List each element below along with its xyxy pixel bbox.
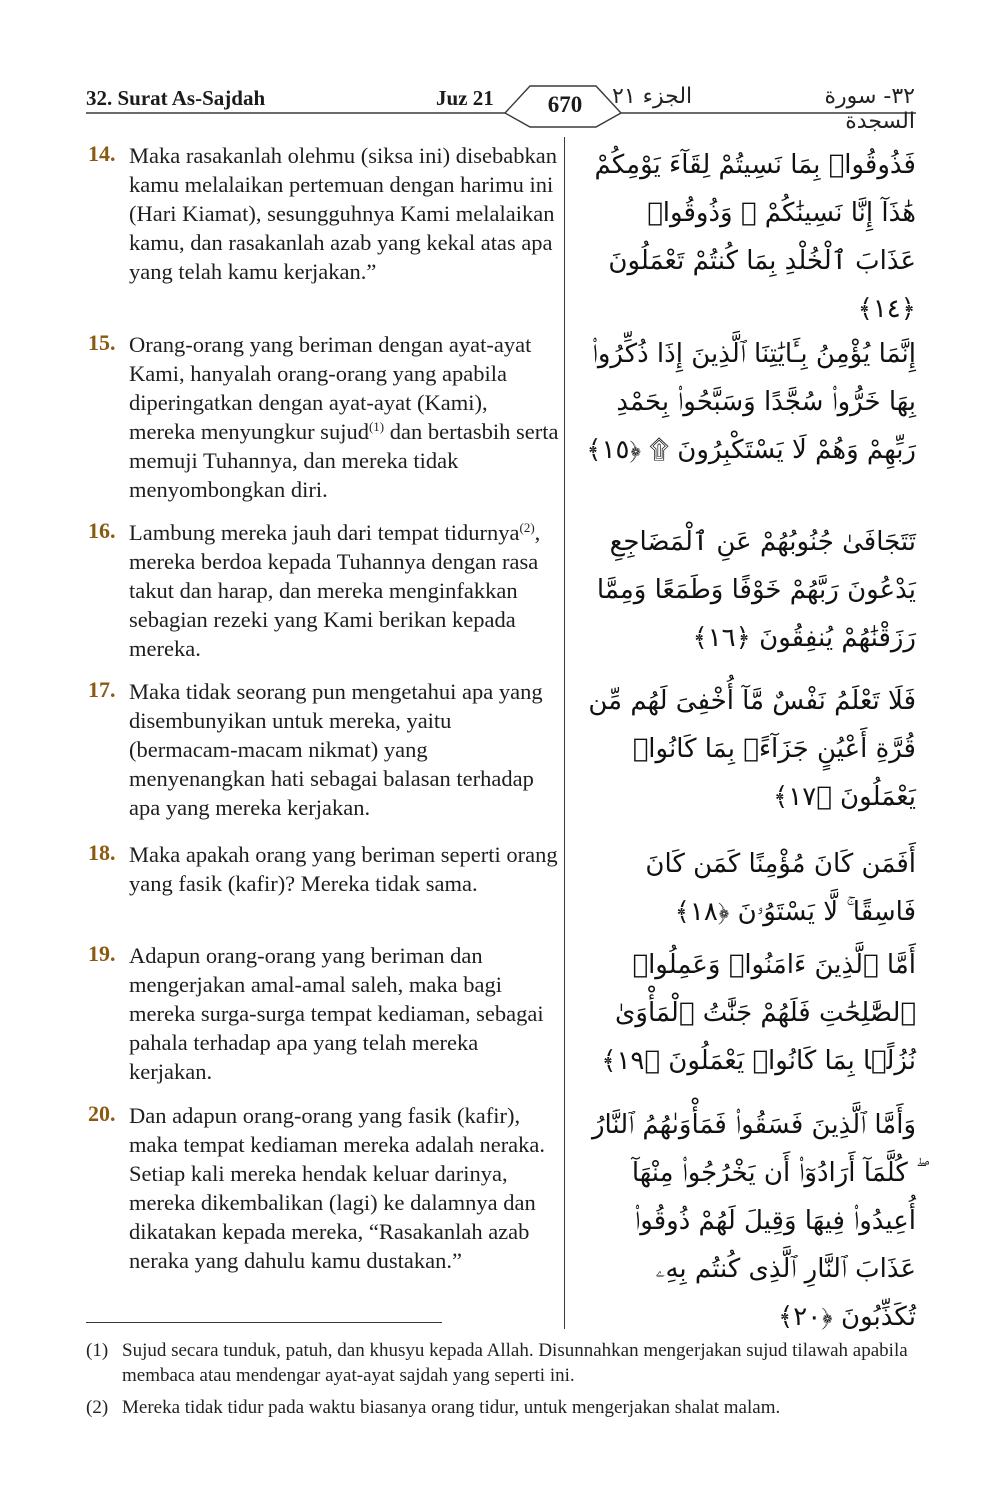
translation-part: dan bertasbih serta memuji Tuhannya, dan mereka tidak menyombongkan diri. xyxy=(129,419,559,502)
footnote-marker: (2) xyxy=(86,1397,109,1418)
verse-translation: Maka rasakanlah olehmu (siksa ini) disebabkan kamu melalaikan pertemuan dengan harimu ini (Hari Kiamat), sesungguhnya Kami melalaikan kamu, dan rasakanlah azab yang kekal atas apa yang telah kamu kerjakan.” xyxy=(129,143,557,284)
verse-arabic: إِنَّمَا يُؤْمِنُ بِـَٔايَٰتِنَا ٱلَّذِينَ إِذَا ذُكِّرُوا۟ بِهَا خَرُّوا۟ سُجَّدًا وَسَبَّحُوا۟ بِحَمْدِ رَبِّهِمْ وَهُمْ لَا يَسْتَكْبِرُونَ ۩ ﴿١٥﴾ xyxy=(586,339,916,465)
column-divider xyxy=(564,137,565,1329)
verse-translation xyxy=(129,518,559,663)
footnote-marker: (1) xyxy=(86,1340,109,1361)
footnote-separator xyxy=(86,1322,442,1323)
verse-arabic: تَتَجَافَىٰ جُنُوبُهُمْ عَنِ ٱلْمَضَاجِعِ يَدْعُونَ رَبَّهُمْ خَوْفًا وَطَمَعًا وَمِمَّا رَزَقْنَٰهُمْ يُنفِقُونَ ﴿١٦﴾ xyxy=(596,527,916,653)
translation-part: Lambung mereka jauh dari tempat tidurnya xyxy=(129,520,520,545)
verse-number: 16. xyxy=(88,518,116,543)
verse-number: 18. xyxy=(88,840,116,865)
verse-arabic: فَذُوقُوا۟ بِمَا نَسِيتُمْ لِقَآءَ يَوْمِكُمْ هَٰذَآ إِنَّا نَسِينَٰكُمْ ۖ وَذُوقُوا۟ عَذَابَ ٱلْخُلْدِ بِمَا كُنتُمْ تَعْمَلُونَ ﴿١٤﴾ xyxy=(594,150,916,324)
verse-translation: Maka tidak seorang pun mengetahui apa yang disembunyikan untuk mereka, yaitu (bermacam-macam nikmat) yang menyenangkan hati sebagai balasan terhadap apa yang mereka kerjakan. xyxy=(129,679,543,820)
verse-number: 14. xyxy=(88,141,116,166)
verse-number: 19. xyxy=(88,941,116,966)
juz-label-arabic: الجزء ٢١ xyxy=(612,84,693,109)
footnote-reference[interactable]: (1) xyxy=(368,419,385,434)
verse-translation: Maka apakah orang yang beriman seperti orang yang fasik (kafir)? Mereka tidak sama. xyxy=(129,842,558,896)
verse-number: 20. xyxy=(88,1101,116,1126)
verse-translation xyxy=(129,330,559,504)
footnote-text: Mereka tidak tidur pada waktu biasanya orang tidur, untuk mengerjakan shalat malam. xyxy=(122,1397,781,1418)
verse-arabic: وَأَمَّا ٱلَّذِينَ فَسَقُوا۟ فَمَأْوَىٰهُمُ ٱلنَّارُ ۖ كُلَّمَآ أَرَادُوٓا۟ أَن يَخْرُجُوا۟ مِنْهَآ أُعِيدُوا۟ فِيهَا وَقِيلَ لَهُمْ ذُوقُوا۟ عَذَابَ ٱلنَّارِ ٱلَّذِى كُنتُم بِهِۦ تُكَذِّبُونَ ﴿٢٠﴾ xyxy=(591,1110,916,1332)
verse-number: 15. xyxy=(88,330,116,355)
verse-translation: Adapun orang-orang yang beriman dan mengerjakan amal-amal saleh, maka bagi mereka surga-surga tempat kediaman, sebagai pahala terhadap apa yang telah mereka kerjakan. xyxy=(129,943,544,1084)
verse-number: 17. xyxy=(88,677,116,702)
surah-title-arabic: ٣٢- سورة السجدة xyxy=(824,84,915,134)
juz-label-latin: Juz 21 xyxy=(436,86,494,110)
footnote-text: Sujud secara tunduk, patuh, dan khusyu kepada Allah. Disunnahkan mengerjakan sujud tilawah apabila membaca atau mendengar ayat-ayat sajdah yang seperti ini. xyxy=(122,1340,908,1386)
verse-arabic: فَلَا تَعْلَمُ نَفْسٌ مَّآ أُخْفِىَ لَهُم مِّن قُرَّةِ أَعْيُنٍ جَزَآءًۢ بِمَا كَانُوا۟ يَعْمَلُونَ ﴿١٧﴾ xyxy=(588,686,916,812)
page-header xyxy=(0,0,1000,134)
footnote-reference[interactable]: (2) xyxy=(519,520,535,535)
surah-title-latin: 32. Surat As-Sajdah xyxy=(86,86,266,110)
translation-part: , mereka berdoa kepada Tuhannya dengan rasa takut dan harap, dan mereka menginfakkan sebagian rezeki yang Kami berikan kepada mereka. xyxy=(129,520,541,661)
translation-part: Orang-orang yang beriman dengan ayat-ayat Kami, hanyalah orang-orang yang apabila diperingatkan dengan ayat-ayat (Kami), mereka menyungkur sujud xyxy=(129,332,532,444)
verse-arabic: أَفَمَن كَانَ مُؤْمِنًا كَمَن كَانَ فَاسِقًا ۚ لَّا يَسْتَوُۥنَ ﴿١٨﴾ xyxy=(645,849,916,927)
page-number: 670 xyxy=(547,92,583,117)
verse-translation: Dan adapun orang-orang yang fasik (kafir), maka tempat kediaman mereka adalah neraka. Setiap kali mereka hendak keluar darinya, mereka dikembalikan (lagi) ke dalamnya dan dikatakan kepada mereka, “Rasakanlah azab neraka yang dahulu kamu dustakan.” xyxy=(129,1103,546,1273)
verse-arabic: أَمَّا ٱلَّذِينَ ءَامَنُوا۟ وَعَمِلُوا۟ ٱلصَّٰلِحَٰتِ فَلَهُمْ جَنَّٰتُ ٱلْمَأْوَىٰ نُزُلًۢا بِمَا كَانُوا۟ يَعْمَلُونَ ﴿١٩﴾ xyxy=(601,950,916,1076)
